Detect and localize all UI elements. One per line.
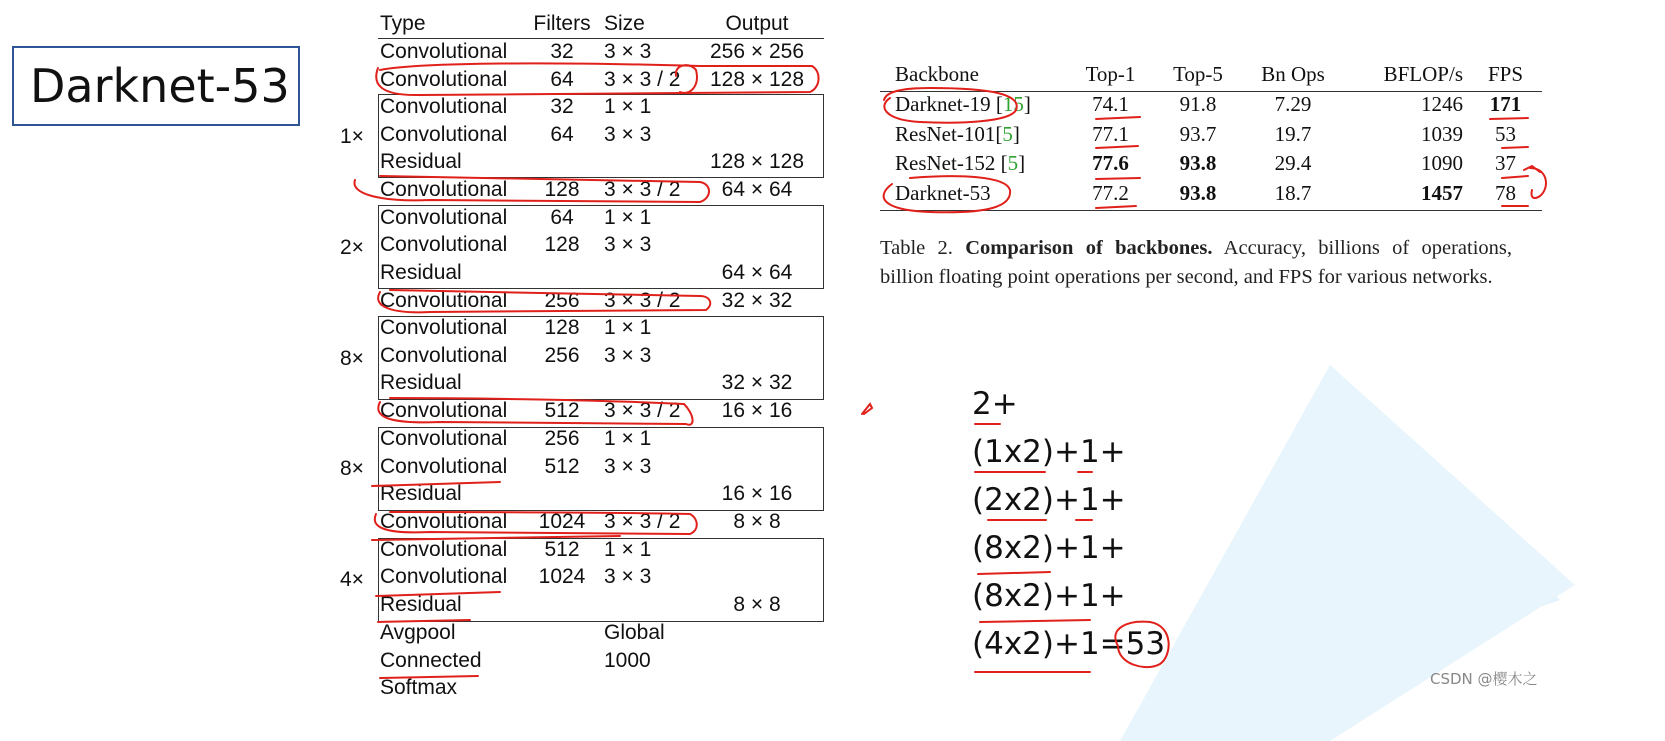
backbone-bflops: 1457 — [1421, 181, 1463, 205]
layer-filters: 512 — [544, 455, 580, 478]
block-multiplier: 4× — [340, 568, 364, 591]
layer-output: 256 × 256 — [709, 40, 804, 63]
layer-size: 3 × 3 — [604, 344, 652, 367]
citation-num[interactable]: 5 — [1002, 122, 1013, 146]
layer-type: Convolutional — [380, 233, 508, 256]
layer-output: 16 × 16 — [721, 482, 793, 505]
calculation-line: (8x2)+1+ — [972, 578, 1126, 614]
layer-filters: 32 — [550, 95, 574, 118]
bottom-rule — [880, 210, 1542, 211]
layer-type: Residual — [380, 482, 462, 505]
backbone-bnops: 18.7 — [1274, 181, 1312, 205]
backbone-name: ResNet-101 — [895, 122, 996, 146]
layer-type: Convolutional — [380, 510, 508, 533]
header-bn-ops: Bn Ops — [1261, 62, 1325, 86]
header-filters: Filters — [533, 12, 591, 35]
layer-type: Convolutional — [380, 399, 508, 422]
block-multiplier: 2× — [340, 236, 364, 259]
citation-num[interactable]: 5 — [1007, 151, 1019, 175]
layer-size: 3 × 3 — [604, 233, 652, 256]
layer-size: 1 × 1 — [604, 95, 652, 118]
layer-output: 128 × 128 — [709, 68, 804, 91]
layer-type: Convolutional — [380, 427, 508, 450]
layer-type: Residual — [380, 150, 462, 173]
backbone-top1: 77.1 — [1092, 122, 1129, 146]
citation-close: ] — [1018, 151, 1026, 175]
backbone-top5: 93.8 — [1179, 151, 1217, 175]
backbone-bflops: 1090 — [1421, 151, 1463, 175]
backbone-fps: 53 — [1495, 122, 1516, 146]
darknet-layer-row — [340, 455, 830, 483]
layer-filters: 64 — [550, 123, 574, 146]
caption-prefix: Table 2. — [880, 237, 966, 259]
layer-size: 1 × 1 — [604, 538, 652, 561]
block-multiplier: 1× — [340, 125, 364, 148]
backbone-bnops: 19.7 — [1274, 122, 1312, 146]
layer-filters: 64 — [550, 206, 574, 229]
backbone-name: Darknet-53 — [895, 181, 991, 205]
calculation-line: (1x2)+1+ — [972, 434, 1126, 470]
darknet-layer-row — [340, 482, 830, 510]
layer-filters: 1024 — [538, 510, 586, 533]
layer-type: Convolutional — [380, 206, 508, 229]
layer-filters: 128 — [544, 316, 580, 339]
layer-type: Residual — [380, 593, 462, 616]
backbone-name: Darknet-19 — [895, 92, 996, 116]
citation-close: ] — [1023, 92, 1031, 116]
layer-size: 1 × 1 — [604, 427, 652, 450]
citation-open: [ — [1000, 151, 1008, 175]
layer-filters: 1024 — [538, 565, 586, 588]
backbone-bnops: 29.4 — [1274, 151, 1312, 175]
slide-title-box — [12, 46, 300, 126]
watermark: CSDN @樱木之 — [1430, 670, 1538, 688]
header-top1: Top-1 — [1085, 62, 1136, 86]
layer-size: 3 × 3 / 2 — [604, 178, 681, 201]
layer-size: 1000 — [604, 649, 651, 672]
layer-filters: 64 — [550, 68, 574, 91]
layer-size: 3 × 3 / 2 — [604, 289, 681, 312]
darknet-layer-row — [340, 178, 830, 206]
darknet-layer-row — [340, 593, 830, 621]
darknet-layer-row — [340, 95, 830, 123]
darknet-layer-row — [340, 289, 830, 317]
darknet-layer-row — [340, 316, 830, 344]
backbone-bflops: 1246 — [1421, 92, 1463, 116]
backbone-name-cell — [895, 122, 1020, 147]
layer-type: Convolutional — [380, 344, 508, 367]
calculation-line: (2x2)+1+ — [972, 482, 1126, 518]
header-rule — [378, 38, 824, 39]
backbone-top5: 93.7 — [1179, 122, 1217, 146]
header-output: Output — [725, 12, 789, 35]
darknet-layer-row — [340, 68, 830, 96]
layer-output: 32 × 32 — [721, 289, 793, 312]
layer-type: Convolutional — [380, 123, 508, 146]
darknet-layer-row — [340, 371, 830, 399]
layer-type: Residual — [380, 261, 462, 284]
backbone-top1: 77.6 — [1092, 151, 1129, 175]
backbone-top5: 93.8 — [1179, 181, 1217, 205]
layer-type: Connected — [380, 649, 482, 672]
layer-type: Convolutional — [380, 178, 508, 201]
darknet-layer-row — [340, 40, 830, 68]
darknet-layer-row — [340, 261, 830, 289]
caption-bold: Comparison of backbones. — [965, 237, 1213, 259]
citation-close: ] — [1012, 122, 1020, 146]
header-type: Type — [380, 12, 426, 35]
backbone-row — [880, 151, 1545, 180]
darknet-layer-row — [340, 344, 830, 372]
backbone-bnops: 7.29 — [1274, 92, 1312, 116]
backbone-row — [880, 92, 1545, 121]
layer-filters: 512 — [544, 399, 580, 422]
layer-type: Softmax — [380, 676, 458, 699]
darknet-layer-row — [340, 565, 830, 593]
backbone-top1: 77.2 — [1092, 181, 1129, 205]
backbone-name-cell — [895, 181, 991, 206]
layer-output: 8 × 8 — [733, 510, 781, 533]
layer-type: Residual — [380, 371, 462, 394]
layer-size: Global — [604, 621, 665, 644]
layer-filters: 256 — [544, 344, 580, 367]
layer-type: Convolutional — [380, 565, 508, 588]
backbone-name-cell — [895, 92, 1031, 117]
layer-filters: 512 — [544, 538, 580, 561]
layer-output: 128 × 128 — [709, 150, 804, 173]
layer-output: 16 × 16 — [721, 399, 793, 422]
citation-open: [ — [995, 92, 1003, 116]
header-backbone: Backbone — [895, 62, 979, 86]
backbone-header-row — [880, 62, 1545, 91]
layer-size: 3 × 3 — [604, 455, 652, 478]
layer-type: Convolutional — [380, 40, 508, 63]
table-caption — [880, 234, 1512, 292]
darknet-architecture-table — [340, 10, 830, 700]
layer-type: Convolutional — [380, 538, 508, 561]
darknet-layer-row — [340, 649, 830, 677]
layer-output: 64 × 64 — [721, 178, 793, 201]
backbone-fps: 37 — [1495, 151, 1516, 175]
layer-filters: 128 — [544, 233, 580, 256]
layer-filters: 32 — [550, 40, 574, 63]
darknet-layer-row — [340, 427, 830, 455]
layer-filters: 128 — [544, 178, 580, 201]
backbone-bflops: 1039 — [1421, 122, 1463, 146]
caption-text: Accuracy, billions of operations, billion floating point operations per second, and FPS for various networks. — [880, 237, 1513, 288]
layer-output: 8 × 8 — [733, 593, 781, 616]
layer-size: 3 × 3 — [604, 123, 652, 146]
layer-size: 3 × 3 / 2 — [604, 399, 681, 422]
backbone-top5: 91.8 — [1179, 92, 1217, 116]
header-fps: FPS — [1487, 62, 1524, 86]
darknet-layer-row — [340, 399, 830, 427]
layer-size: 3 × 3 — [604, 565, 652, 588]
darknet-layer-row — [340, 123, 830, 151]
layer-output: 64 × 64 — [721, 261, 793, 284]
layer-filters: 256 — [544, 427, 580, 450]
citation-open: [ — [995, 122, 1003, 146]
darknet-header-row — [340, 12, 830, 40]
backbone-name-cell — [895, 151, 1025, 176]
layer-size: 3 × 3 — [604, 40, 652, 63]
layer-type: Convolutional — [380, 316, 508, 339]
darknet-layer-row — [340, 233, 830, 261]
block-multiplier: 8× — [340, 457, 364, 480]
layer-size: 1 × 1 — [604, 316, 652, 339]
calculation-line: (4x2)+1=53 — [972, 626, 1166, 662]
layer-size: 1 × 1 — [604, 206, 652, 229]
header-top5: Top-5 — [1173, 62, 1223, 86]
block-multiplier: 8× — [340, 347, 364, 370]
citation-num[interactable]: 15 — [1002, 92, 1024, 116]
backbone-fps: 78 — [1495, 181, 1516, 205]
layer-size: 3 × 3 / 2 — [604, 510, 681, 533]
darknet-layer-row — [340, 621, 830, 649]
layer-type: Convolutional — [380, 455, 508, 478]
darknet-layer-row — [340, 150, 830, 178]
slide-title: Darknet-53 — [30, 59, 290, 113]
layer-type: Convolutional — [380, 68, 508, 91]
backbone-top1: 74.1 — [1092, 92, 1129, 116]
header-bflops: BFLOP/s — [1383, 62, 1463, 86]
backbone-row — [880, 181, 1545, 210]
calculation-line: 2+ — [972, 386, 1018, 422]
layer-type: Convolutional — [380, 289, 508, 312]
darknet-layer-row — [340, 676, 830, 704]
backbone-row — [880, 122, 1545, 151]
backbone-fps: 171 — [1489, 92, 1522, 116]
darknet-layer-row — [340, 538, 830, 566]
backbone-name: ResNet-152 — [895, 151, 1001, 175]
darknet-layer-row — [340, 510, 830, 538]
layer-type: Avgpool — [380, 621, 456, 644]
header-size: Size — [604, 12, 645, 35]
layer-size: 3 × 3 / 2 — [604, 68, 681, 91]
layer-filters: 256 — [544, 289, 580, 312]
layer-output: 32 × 32 — [721, 371, 793, 394]
layer-type: Convolutional — [380, 95, 508, 118]
calculation-line: (8x2)+1+ — [972, 530, 1126, 566]
darknet-layer-row — [340, 206, 830, 234]
